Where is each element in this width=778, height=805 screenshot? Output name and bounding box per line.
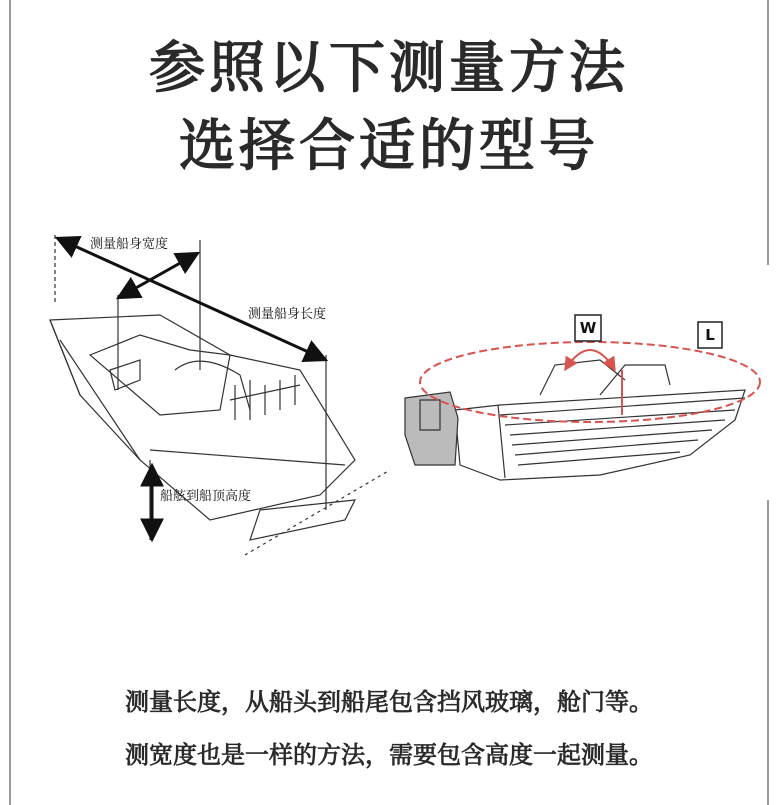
instruction-line1: 测量长度，从船头到船尾包含挡风玻璃，舱门等。	[125, 688, 653, 716]
length-measure-ellipse	[420, 342, 760, 422]
w-label: W	[579, 319, 597, 337]
width-measure-arc	[565, 350, 615, 370]
height-label: 船舷到船顶高度	[160, 489, 252, 504]
width-arrow	[118, 253, 198, 298]
l-label: L	[705, 326, 715, 344]
instruction-line2: 测宽度也是一样的方法，需要包含高度一起测量。	[125, 741, 653, 769]
left-boat-illustration	[50, 235, 390, 555]
page-title-line1: 参照以下测量方法	[149, 36, 629, 101]
boat-diagrams-svg	[0, 220, 778, 565]
measurement-diagram	[0, 220, 778, 565]
right-boat-illustration	[405, 360, 745, 480]
width-label: 测量船身宽度	[90, 237, 169, 252]
page-title-line2: 选择合适的型号	[179, 114, 599, 179]
length-label: 测量船身长度	[248, 307, 327, 322]
